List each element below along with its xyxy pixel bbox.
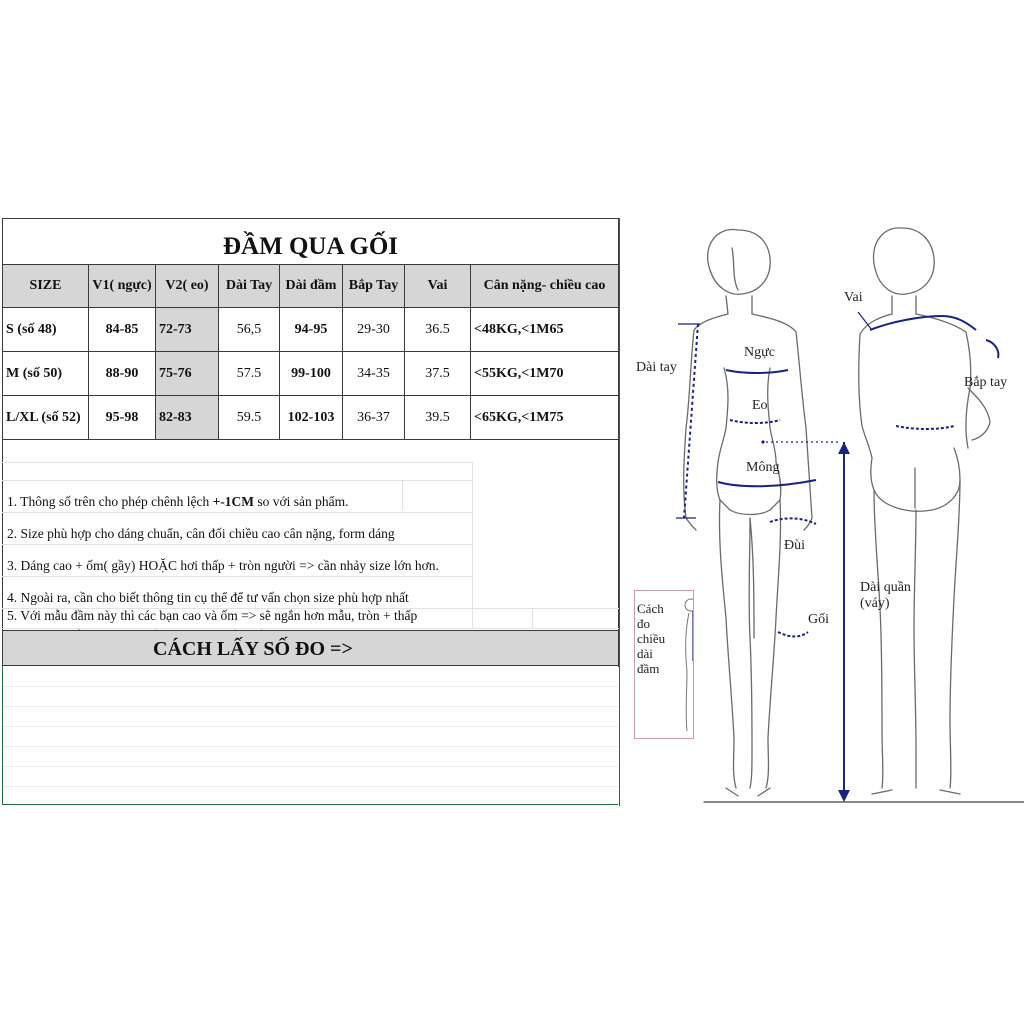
nguc-measure-line — [726, 370, 788, 373]
measurement-figure — [620, 218, 1024, 806]
note-3: 3. Dáng cao + ốm( gầy) HOẶC hơi thấp + tròn người => cần nhảy size lớn hơn. — [7, 558, 439, 573]
empty-sheet-area — [2, 666, 618, 805]
bap-tay-cell: 29-30 — [343, 308, 405, 352]
label-dui: Đùi — [784, 538, 805, 553]
size-cell: L/XL (số 52) — [3, 396, 89, 440]
note-5a: 5. Với mẫu đầm này thì các bạn cao và ốm => sẽ ngắn hơn mẫu, tròn + thấp — [7, 608, 418, 623]
table-row — [3, 308, 619, 352]
table-row — [3, 396, 619, 440]
mong-measure-line — [718, 480, 816, 486]
dai-tay-cell: 59.5 — [219, 396, 280, 440]
v2-cell: 72-73 — [156, 308, 219, 352]
size-cell: S (số 48) — [3, 308, 89, 352]
back-hair — [874, 228, 935, 294]
label-dai-tay: Dài tay — [636, 360, 677, 375]
bap-tay-measure-line — [986, 340, 998, 358]
label-vai: Vai — [844, 290, 863, 305]
header-size: SIZE — [3, 265, 89, 308]
label-nguc: Ngực — [744, 345, 775, 360]
bap-tay-cell: 34-35 — [343, 352, 405, 396]
size-sheet — [2, 218, 619, 805]
table-row — [3, 352, 619, 396]
v2-cell: 82-83 — [156, 396, 219, 440]
note-4: 4. Ngoài ra, cần cho biết thông tin cụ thể để tư vấn chọn size phù hợp nhất — [7, 590, 409, 605]
bap-tay-cell: 36-37 — [343, 396, 405, 440]
header-dai-tay: Dài Tay — [219, 265, 280, 308]
note-2: 2. Size phù hợp cho dáng chuẩn, cân đối chiều cao cân nặng, form dáng — [7, 526, 395, 541]
dai-dam-cell: 99-100 — [280, 352, 343, 396]
inset-caption: Cách đo chiều dài đầm — [637, 601, 666, 676]
note-1: 1. Thông số trên cho phép chênh lệch +-1CM so với sản phẩm. — [7, 494, 349, 509]
size-table — [2, 264, 619, 440]
header-vai: Vai — [405, 265, 471, 308]
label-mong: Mông — [746, 460, 780, 475]
eo-measure-line — [730, 420, 780, 423]
vai-cell: 39.5 — [405, 396, 471, 440]
can-nang-cell: <65KG,<1M75 — [471, 396, 619, 440]
v1-cell: 84-85 — [89, 308, 156, 352]
back-legs — [874, 490, 883, 788]
back-torso — [859, 314, 892, 458]
size-cell: M (số 50) — [3, 352, 89, 396]
can-nang-cell: <55KG,<1M70 — [471, 352, 619, 396]
header-dai-dam: Dài đầm — [280, 265, 343, 308]
vai-cell: 36.5 — [405, 308, 471, 352]
table-header-row — [3, 265, 619, 308]
length-measure-inset — [634, 590, 694, 739]
header-v1: V1( ngực) — [89, 265, 156, 308]
front-legs — [719, 500, 736, 788]
can-nang-cell: <48KG,<1M65 — [471, 308, 619, 352]
inset-figure-drawing — [635, 591, 693, 738]
v1-cell: 88-90 — [89, 352, 156, 396]
header-can-nang: Cân nặng- chiều cao — [471, 265, 619, 308]
dai-dam-cell: 102-103 — [280, 396, 343, 440]
v2-cell: 75-76 — [156, 352, 219, 396]
label-vay: (váy) — [860, 596, 890, 611]
dai-tay-measure-line — [684, 324, 698, 518]
label-eo: Eo — [752, 398, 768, 413]
dai-tay-cell: 57.5 — [219, 352, 280, 396]
v1-cell: 95-98 — [89, 396, 156, 440]
dai-tay-cell: 56,5 — [219, 308, 280, 352]
label-goi: Gối — [808, 612, 829, 627]
howto-banner: CÁCH LẤY SỐ ĐO => — [2, 630, 619, 666]
goi-measure-line — [778, 632, 808, 637]
dai-dam-cell: 94-95 — [280, 308, 343, 352]
vai-cell: 37.5 — [405, 352, 471, 396]
front-torso — [684, 314, 728, 518]
header-v2: V2( eo) — [156, 265, 219, 308]
front-hair — [708, 230, 771, 295]
header-bap-tay: Bắp Tay — [343, 265, 405, 308]
label-dai-quan: Dài quần — [860, 580, 911, 595]
page-title: ĐẦM QUA GỐI — [223, 233, 398, 260]
label-bap-tay: Bắp tay — [964, 375, 1008, 390]
